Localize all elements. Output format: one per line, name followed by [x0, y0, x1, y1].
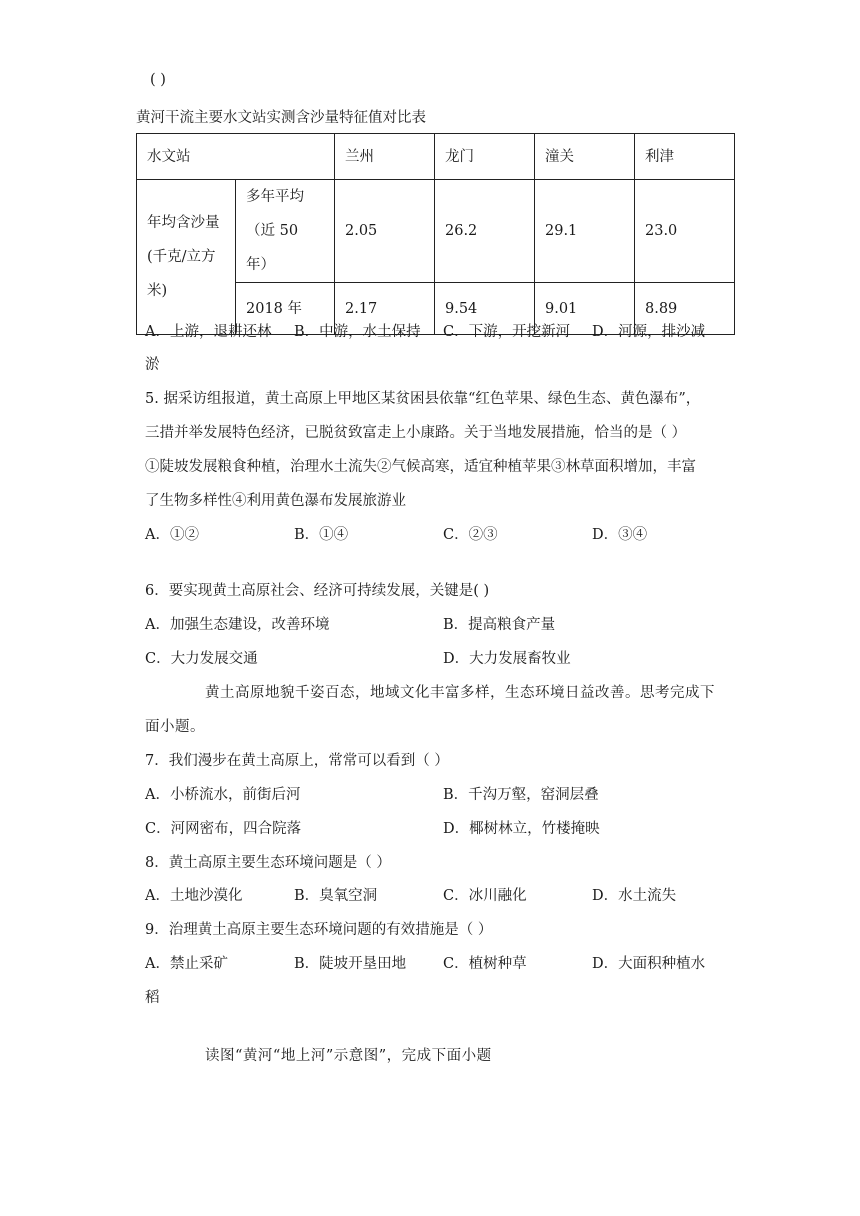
q9-stem: 9．治理黄土高原主要生态环境问题的有效措施是（ ） [145, 922, 493, 938]
q4-option-b[interactable]: B．中游，水土保持 [294, 324, 421, 340]
row-label-2018: 2018 年 [236, 283, 335, 335]
q5-stem-line-3: ①陡坡发展粮食种植，治理水土流失②气候高寒，适宜种植苹果③林草面积增加，丰富 [145, 459, 696, 475]
intro-1-line-2: 面小题。 [145, 719, 205, 735]
q6-option-a[interactable]: A．加强生态建设，改善环境 [145, 617, 330, 633]
table-cell: 23.0 [635, 180, 735, 283]
table-title: 黄河干流主要水文站实测含沙量特征值对比表 [136, 110, 426, 126]
q5-option-a[interactable]: A．①② [145, 527, 199, 543]
q7-option-c[interactable]: C．河网密布，四合院落 [145, 821, 302, 837]
table-cell: 9.54 [435, 283, 535, 335]
q7-option-b[interactable]: B．千沟万壑，窑洞层叠 [443, 787, 599, 803]
row-group-label: 年均含沙量 (千克/立方 米) [137, 180, 236, 335]
q8-option-a[interactable]: A．土地沙漠化 [145, 888, 243, 904]
intro-2: 读图“黄河“地上河”示意图”，完成下面小题 [205, 1048, 492, 1064]
header-cell-tongguan: 潼关 [535, 134, 635, 180]
q7-option-d[interactable]: D．椰树林立，竹楼掩映 [443, 821, 600, 837]
q6-stem: 6．要实现黄土高原社会、经济可持续发展，关键是( ) [145, 583, 490, 599]
header-cell-longmen: 龙门 [435, 134, 535, 180]
row-label-average: 多年平均 （近 50 年） [236, 180, 335, 283]
header-cell-lijin: 利津 [635, 134, 735, 180]
q5-stem-line-2: 三措并举发展特色经济，已脱贫致富走上小康路。关于当地发展措施，恰当的是（ ） [145, 425, 687, 441]
table-row-average [137, 180, 735, 283]
q7-stem: 7．我们漫步在黄土高原上，常常可以看到（ ） [145, 753, 449, 769]
table-cell: 8.89 [635, 283, 735, 335]
q5-option-b[interactable]: B．①④ [294, 527, 349, 543]
q4-option-d-wrap: 淤 [145, 357, 160, 373]
table-cell: 9.01 [535, 283, 635, 335]
q6-option-c[interactable]: C．大力发展交通 [145, 651, 258, 667]
q9-option-a[interactable]: A．禁止采矿 [145, 956, 228, 972]
q9-option-d[interactable]: D．大面积种植水 [592, 956, 706, 972]
table-cell: 2.17 [335, 283, 435, 335]
q8-option-d[interactable]: D．水土流失 [592, 888, 677, 904]
table-cell: 29.1 [535, 180, 635, 283]
q8-option-b[interactable]: B．臭氧空洞 [294, 888, 378, 904]
intro-1-line-1: 黄土高原地貌千姿百态，地域文化丰富多样，生态环境日益改善。思考完成下 [205, 685, 715, 701]
q5-stem-line-4: 了生物多样性④利用黄色瀑布发展旅游业 [145, 493, 406, 509]
q6-option-b[interactable]: B．提高粮食产量 [443, 617, 556, 633]
table-cell: 2.05 [335, 180, 435, 283]
q9-option-c[interactable]: C．植树种草 [443, 956, 527, 972]
header-cell-station: 水文站 [137, 134, 335, 180]
q4-option-a[interactable]: A．上游，退耕还林 [145, 324, 272, 340]
q8-option-c[interactable]: C．冰川融化 [443, 888, 527, 904]
q5-option-c[interactable]: C．②③ [443, 527, 498, 543]
table-header-row [137, 134, 735, 180]
q8-stem: 8．黄土高原主要生态环境问题是（ ） [145, 855, 391, 871]
q7-option-a[interactable]: A．小桥流水，前街后河 [145, 787, 301, 803]
table-cell: 26.2 [435, 180, 535, 283]
q9-option-b[interactable]: B．陡坡开垦田地 [294, 956, 407, 972]
q4-option-c[interactable]: C．下游，开挖新河 [443, 324, 571, 340]
q6-option-d[interactable]: D．大力发展畜牧业 [443, 651, 571, 667]
q4-option-d[interactable]: D．河源，排沙减 [592, 324, 706, 340]
header-cell-lanzhou: 兰州 [335, 134, 435, 180]
q9-option-d-wrap: 稻 [145, 990, 160, 1006]
sediment-table [136, 133, 735, 335]
q4-answer-parentheses: ( ) [150, 72, 166, 88]
q5-stem-line-1: 5. 据采访组报道，黄土高原上甲地区某贫困县依靠“红色苹果、绿色生态、黄色瀑布”， [145, 391, 701, 407]
q5-option-d[interactable]: D．③④ [592, 527, 648, 543]
